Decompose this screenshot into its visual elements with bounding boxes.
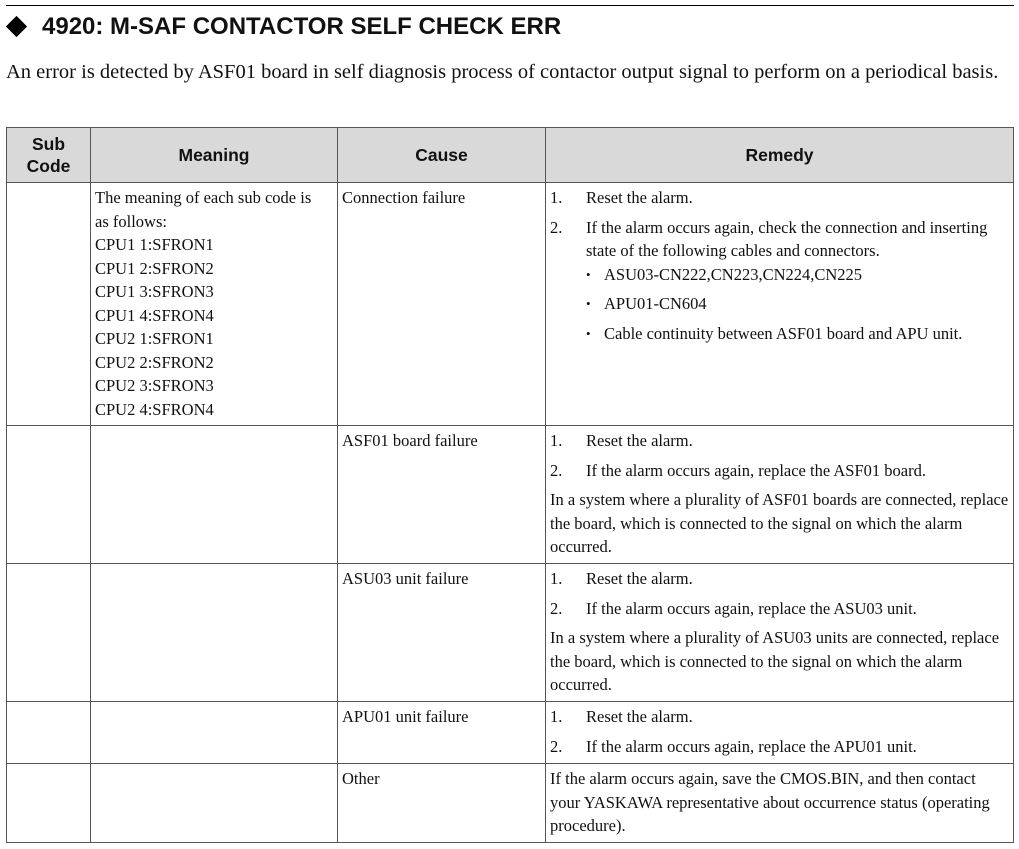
meaning-code: CPU2 4:SFRON4 [95, 399, 214, 419]
remedy-cell [546, 564, 1014, 702]
bullet-icon: • [586, 266, 591, 282]
cause-cell: Connection failure [338, 183, 546, 426]
remedy-step [550, 705, 1009, 729]
meaning-intro: The meaning of each sub code is [95, 188, 312, 207]
meaning-code: CPU1 1:SFRON1 [95, 235, 214, 254]
remedy-cell [546, 426, 1014, 564]
meaning-code: CPU2 2:SFRON2 [95, 352, 214, 372]
meaning-cell [91, 764, 338, 843]
remedy-step [550, 567, 1009, 591]
sub-code-cell [7, 702, 91, 764]
meaning-code: CPU1 4:SFRON4 [95, 305, 214, 325]
step-text: If the alarm occurs again, replace the ASU03 unit. [586, 598, 917, 618]
step-text: If the alarm occurs again, replace the APU01 unit. [586, 736, 917, 756]
meaning-cell [91, 426, 338, 564]
bullet-icon: • [586, 296, 591, 311]
list-item-text: Cable continuity between ASF01 board and APU unit. [604, 323, 963, 343]
connector-list [550, 263, 1009, 346]
step-number: 2. [550, 217, 563, 237]
remedy-step [550, 597, 1009, 621]
sub-code-cell [7, 183, 91, 426]
remedy-step [550, 216, 1009, 263]
remedy-note: In a system where a plurality of ASU03 units are connected, replace the board, which is connected to the signal on which the alarm occurred. [550, 628, 1000, 694]
sub-code-cell [7, 764, 91, 843]
cause-cell: APU01 unit failure [338, 702, 546, 764]
step-number: 1. [550, 569, 563, 588]
step-number: 1. [550, 707, 563, 726]
list-item-text: ASU03-CN222,CN223,CN224,CN225 [604, 264, 863, 284]
header-sub-code-line1: Sub [31, 134, 66, 154]
meaning-cell [91, 564, 338, 702]
remedy-step [550, 735, 1009, 759]
table-row [7, 183, 1014, 426]
table-row [7, 564, 1014, 702]
alarm-table [6, 127, 1014, 843]
meaning-cell [91, 183, 338, 426]
remedy-cell [546, 183, 1014, 426]
table-row [7, 764, 1014, 843]
header-sub-code-line2: Code [26, 156, 71, 176]
header-remedy: Remedy [546, 128, 1014, 183]
step-number: 1. [550, 188, 563, 207]
cause-cell: ASU03 unit failure [338, 564, 546, 702]
step-text: Reset the alarm. [586, 431, 693, 450]
bullet-icon: • [586, 325, 591, 341]
cause-cell: Other [338, 764, 546, 843]
top-rule [6, 5, 1014, 6]
alarm-title: 4920: M-SAF CONTACTOR SELF CHECK ERR [42, 13, 562, 40]
header-meaning: Meaning [91, 128, 338, 183]
step-text: Reset the alarm. [586, 569, 693, 588]
sub-code-cell [7, 426, 91, 564]
list-item [586, 322, 1009, 346]
remedy-cell: If the alarm occurs again, save the CMOS.BIN, and then contact your YASKAWA representative about occurrence status (operating procedure). [546, 764, 1014, 843]
step-text: Reset the alarm. [586, 188, 693, 207]
remedy-note: In a system where a plurality of ASF01 boards are connected, replace the board, which is connected to the signal on which the alarm occurred. [550, 490, 1009, 556]
table-row [7, 426, 1014, 564]
step-number: 2. [550, 736, 563, 756]
list-item [586, 292, 1009, 316]
meaning-intro-cont: as follows: [95, 211, 167, 231]
header-sub-code [7, 128, 91, 183]
alarm-heading [6, 12, 561, 42]
remedy-step [550, 186, 1009, 210]
meaning-code: CPU2 3:SFRON3 [95, 376, 214, 395]
cause-cell: ASF01 board failure [338, 426, 546, 564]
meaning-code: CPU1 3:SFRON3 [95, 282, 214, 301]
step-text: If the alarm occurs again, check the connection and inserting state of the following cables and connectors. [586, 217, 988, 260]
step-number: 2. [550, 598, 563, 618]
step-text: Reset the alarm. [586, 707, 693, 726]
remedy-step [550, 459, 1009, 483]
remedy-step [550, 429, 1009, 453]
table-row [7, 702, 1014, 764]
alarm-description: An error is detected by ASF01 board in self diagnosis process of contactor output signal to perform on a periodical basis. [6, 61, 999, 83]
table-header-row [7, 128, 1014, 183]
diamond-icon [6, 12, 28, 42]
step-text: If the alarm occurs again, replace the ASF01 board. [586, 460, 926, 480]
step-number: 1. [550, 431, 563, 450]
header-cause: Cause [338, 128, 546, 183]
sub-code-cell [7, 564, 91, 702]
list-item [586, 263, 1009, 287]
step-number: 2. [550, 460, 563, 480]
meaning-code: CPU2 1:SFRON1 [95, 329, 214, 348]
meaning-code: CPU1 2:SFRON2 [95, 258, 214, 278]
list-item-text: APU01-CN604 [604, 294, 707, 313]
remedy-cell [546, 702, 1014, 764]
meaning-cell [91, 702, 338, 764]
